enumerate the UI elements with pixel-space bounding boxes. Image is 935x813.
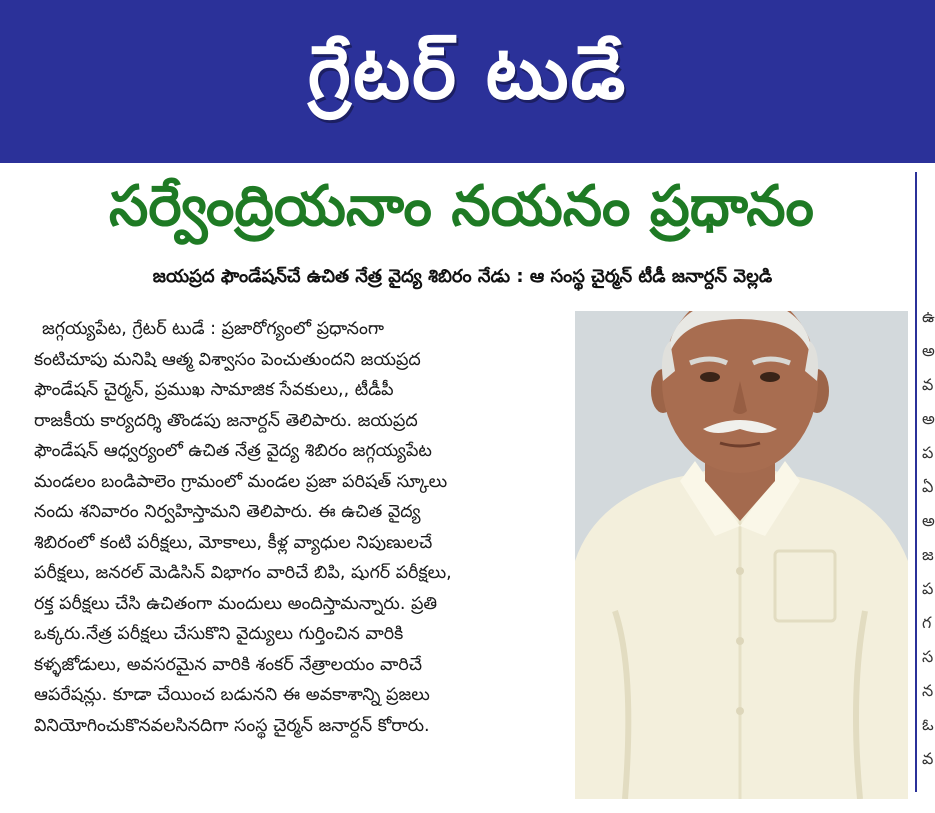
fragment-char: అ — [922, 409, 935, 428]
body-line: వినియోగించుకొనవలసినదిగా సంస్థ చైర్మన్ జనార్దన్ కోరారు. — [34, 715, 430, 736]
fragment-char: అ — [922, 511, 935, 530]
fragment-char: ఉ — [922, 307, 935, 326]
masthead — [0, 0, 935, 163]
body-line: మండలం బండిపాలెం గ్రామంలో మండల ప్రజా పరిషత్ స్కూలు — [34, 471, 448, 492]
body-line: శిబిరంలో కంటి పరీక్షలు, మోకాలు, కీళ్ల వ్యాధుల నిపుణులచే — [34, 532, 433, 553]
fragment-char: ప — [922, 443, 934, 462]
article-headline: సర్వేంద్రియనాం నయనం ప్రధానం — [109, 173, 814, 239]
adjacent-column-fragment — [922, 300, 935, 800]
fragment-char: అ — [922, 341, 935, 360]
masthead-title: గ్రేటర్ టుడే — [307, 29, 628, 116]
fragment-char: ప — [922, 579, 934, 598]
fragment-char: న — [922, 681, 934, 700]
fragment-char: వ — [922, 375, 934, 394]
body-line: ఫౌండేషన్ ఆధ్వర్యంలో ఉచిత నేత్ర వైద్య శిబిరం జగ్గయ్యపేట — [34, 441, 432, 461]
body-line: ఫౌండేషన్ చైర్మన్, ప్రముఖ సామాజిక సేవకులు,, టీడీపీ — [34, 380, 394, 400]
fragment-char: ఓ — [922, 715, 934, 734]
body-line: నందు శనివారం నిర్వహిస్తామని తెలిపారు. ఈ ఉచిత వైద్య — [34, 502, 421, 522]
article-body — [34, 314, 562, 741]
body-line: ఒక్కరు.నేత్ర పరీక్షలు చేసుకొని వైద్యులు గుర్తించిన వారికి — [34, 624, 404, 644]
article-subheadline: జయప్రద ఫౌండేషన్‌చే ఉచిత నేత్ర వైద్య శిబిరం నేడు : ఆ సంస్థ చైర్మన్ టీడీ జనార్దన్ వెల్లడి — [152, 266, 773, 287]
portrait-photo — [575, 311, 908, 799]
column-rule — [915, 172, 917, 792]
body-line: జగ్గయ్యపేట, గ్రేటర్ టుడే : ప్రజారోగ్యంలో ప్రధానంగా — [42, 319, 384, 339]
body-line: కంటిచూపు మనిషి ఆత్మ విశ్వాసం పెంచుతుందని జయప్రద — [34, 349, 421, 370]
fragment-char: వ — [922, 749, 934, 768]
portrait-illustration — [575, 311, 908, 799]
fragment-char: గ — [922, 613, 932, 632]
body-line: కళ్ళజోడులు, అవసరమైన వారికి శంకర్ నేత్రాలయం వారిచే — [34, 654, 422, 675]
body-line: రక్త పరీక్షలు చేసి ఉచితంగా మందులు అందిస్తామన్నారు. ప్రతి — [34, 593, 438, 614]
body-line: రాజకీయ కార్యదర్శి తొండపు జనార్దన్ తెలిపారు. జయప్రద — [34, 410, 418, 431]
fragment-char: ఏ — [922, 477, 934, 496]
body-line: ఆపరేషన్లు. కూడా చేయించ బడునని ఈ అవకాశాన్ని ప్రజలు — [34, 685, 430, 705]
fragment-char: స — [922, 647, 934, 666]
fragment-char: జ — [922, 545, 934, 564]
body-line: పరీక్షలు, జనరల్ మెడిసిన్ విభాగం వారిచే బిపి, షుగర్ పరీక్షలు, — [34, 563, 452, 583]
